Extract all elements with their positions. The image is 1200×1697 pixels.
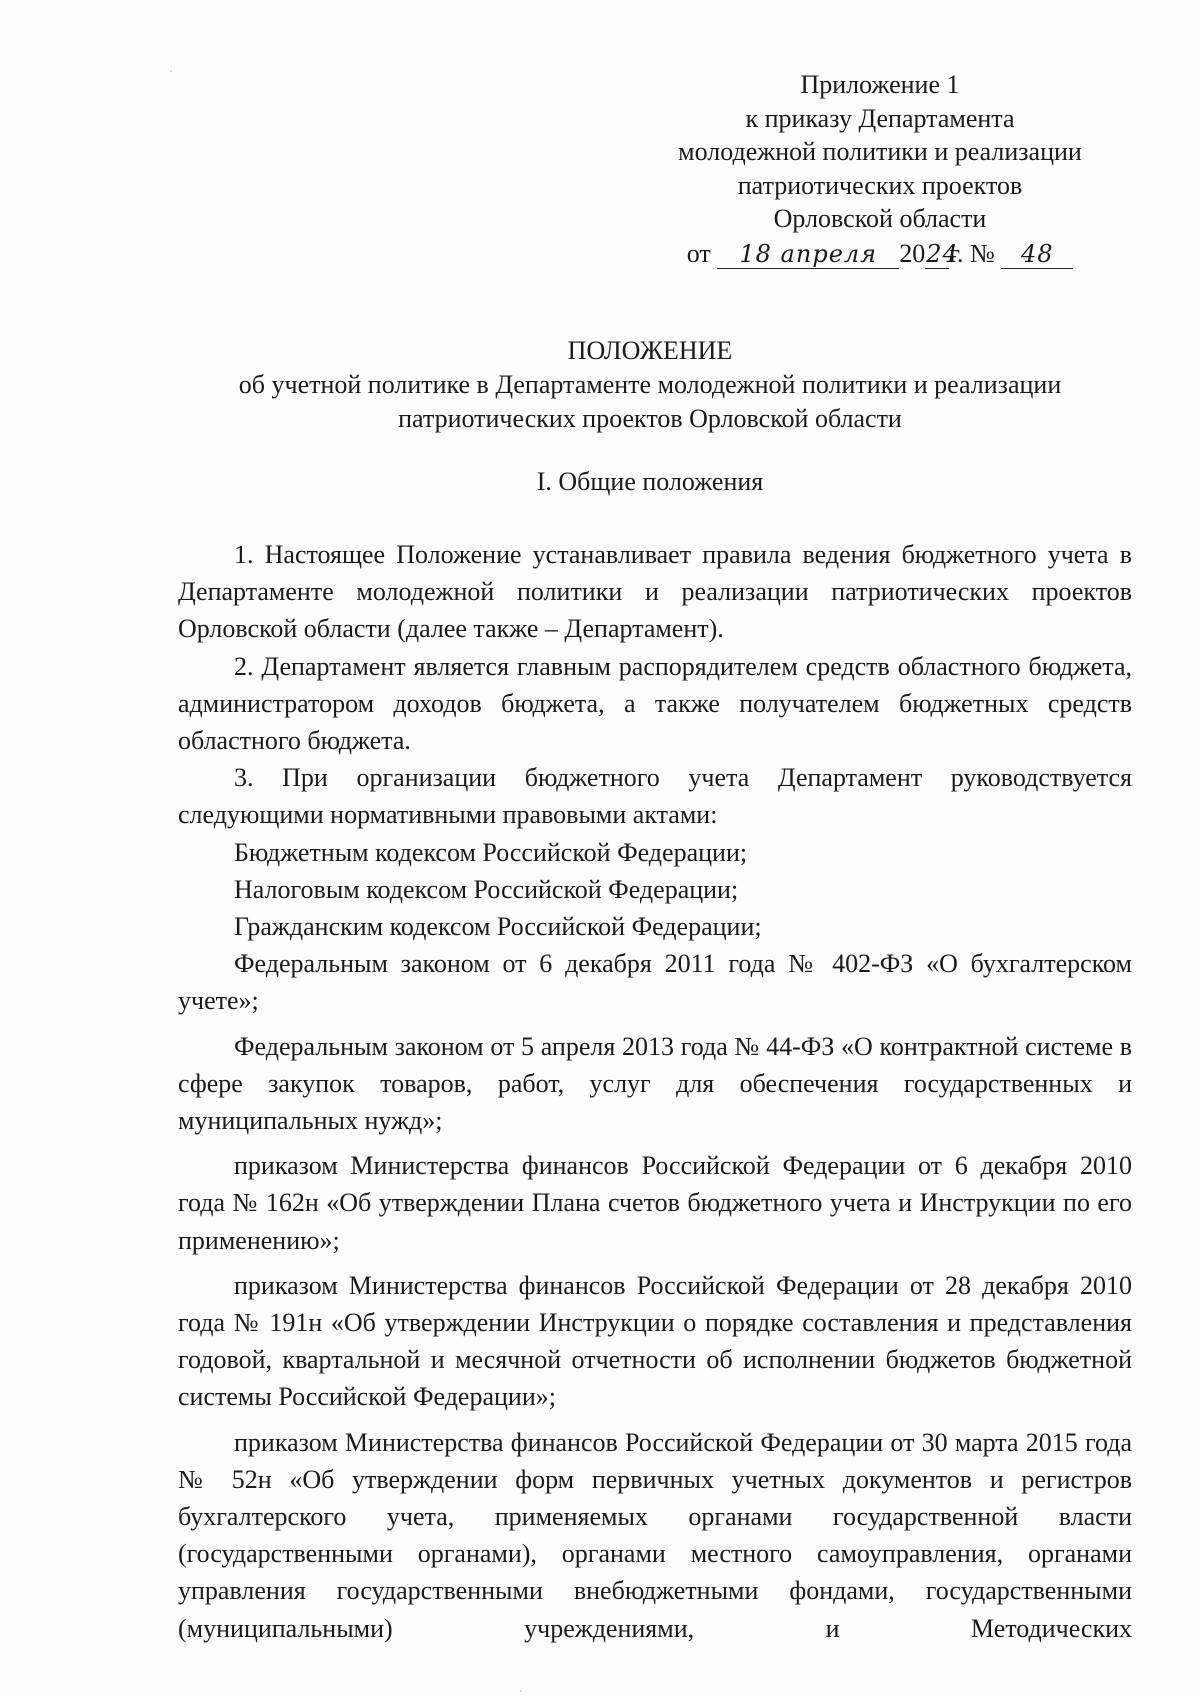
scan-speck (520, 1690, 522, 1692)
order-date-line (640, 237, 1120, 271)
appendix-line-2: к приказу Департамента (745, 103, 1015, 133)
appendix-reference (640, 68, 1120, 270)
appendix-line-3: молодежной политики и реализации (678, 137, 1082, 166)
list-item-order-52n: приказом Министерства финансов Российской Федерации от 30 марта 2015 года № 52н «Об утверждении форм первичных учетных документов и регистров бухгалтерского учета, применяемых органами государственной власти (государственными органами), органами местного самоуправления, органами управления государственными внебюджетными фондами, государственными (муниципальными) учреждениями, и Методических (178, 1427, 1132, 1643)
paragraph-1: 1. Настоящее Положение устанавливает правила ведения бюджетного учета в Департаменте молодежной политики и реализации патриотических проектов Орловской области (далее также – Департамент). (178, 540, 1132, 644)
document-title (160, 334, 1140, 436)
list-item-civil-code: Гражданским кодексом Российской Федерации; (234, 912, 762, 942)
title-subtitle-line-1: об учетной политике в Департаменте молодежной политики и реализации (238, 370, 1062, 399)
date-year-prefix: 20 (899, 238, 926, 268)
scan-speck (170, 70, 172, 72)
date-prefix: от (686, 238, 711, 268)
document-body (178, 536, 1132, 1647)
list-item-law-44fz: Федеральным законом от 5 апреля 2013 года № 44-ФЗ «О контрактной системе в сфере закупок товаров, работ, услуг для обеспечения государственных и муниципальных нужд»; (178, 1031, 1132, 1136)
handwritten-date: 18 апреля (717, 240, 899, 269)
appendix-line-1: Приложение 1 (800, 70, 960, 99)
appendix-line-5: Орловской области (773, 204, 987, 233)
list-item-order-162n: приказом Министерства финансов Российской Федерации от 6 декабря 2010 года № 162н «Об утверждении Плана счетов бюджетного учета и Инструкции по его применению»; (178, 1151, 1132, 1255)
date-year-after: г. № (949, 238, 995, 268)
handwritten-order-number: 48 (1001, 240, 1073, 269)
title-subtitle-line-2: патриотических проектов Орловской области (398, 404, 902, 433)
paragraph-3: 3. При организации бюджетного учета Департамент руководствуется следующими нормативными правовыми актами: (178, 763, 1132, 830)
paragraph-2: 2. Департамент является главным распорядителем средств областного бюджета, администратором доходов бюджета, а также получателем бюджетных средств областного бюджета. (178, 651, 1132, 756)
list-item-budget-code: Бюджетным кодексом Российской Федерации; (234, 837, 748, 867)
handwritten-year: 24 (926, 239, 959, 268)
list-item-order-191n: приказом Министерства финансов Российской Федерации от 28 декабря 2010 года № 191н «Об утверждении Инструкции о порядке составления и представления годовой, квартальной и месячной отчетности об исполнении бюджетов бюджетной системы Российской Федерации»; (178, 1270, 1132, 1412)
title-main: ПОЛОЖЕНИЕ (567, 336, 733, 365)
appendix-line-4: патриотических проектов (737, 170, 1023, 200)
list-item-tax-code: Налоговым кодексом Российской Федерации; (234, 874, 739, 904)
list-item-law-402fz: Федеральным законом от 6 декабря 2011 года № 402-ФЗ «О бухгалтерском учете»; (178, 949, 1132, 1016)
section-heading: I. Общие положения (536, 467, 764, 496)
